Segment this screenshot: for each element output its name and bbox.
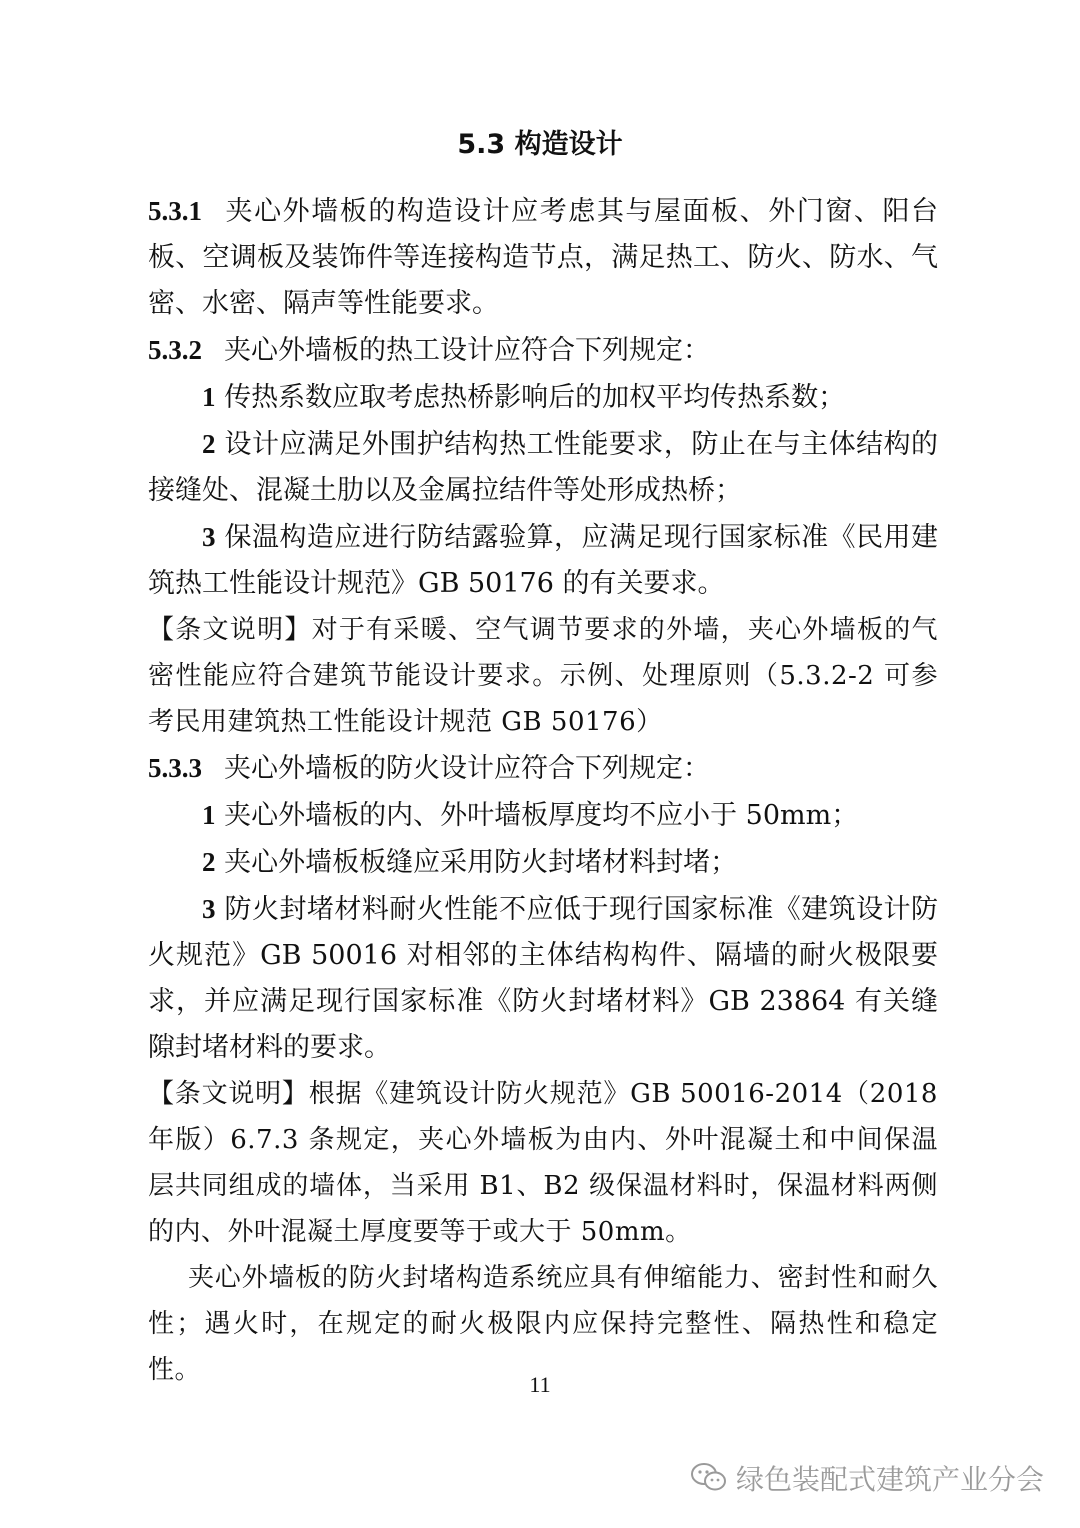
clause-5-3-3 bbox=[148, 745, 938, 792]
clause-item bbox=[148, 374, 938, 421]
item-text: 夹心外墙板的内、外叶墙板厚度均不应小于 50mm； bbox=[224, 800, 859, 831]
clause-item bbox=[148, 792, 938, 839]
note-text: 根据《建筑设计防火规范》GB 50016-2014（2018 年版）6.7.3 条规定，夹心外墙板为由内、外叶混凝土和中间保温层共同组成的墙体，当采用 B1、B2 级保温材料时，保温材料两侧的内、外叶混凝土厚度要等于或大于 50mm。 bbox=[148, 1079, 938, 1247]
item-text: 夹心外墙板板缝应采用防火封堵材料封堵； bbox=[224, 847, 738, 878]
item-number: 3 bbox=[202, 894, 216, 924]
clause-item bbox=[148, 421, 938, 514]
clause-note-paragraph: 夹心外墙板的防火封堵构造系统应具有伸缩能力、密封性和耐久性；遇火时，在规定的耐火极限内应保持完整性、隔热性和稳定性。 bbox=[148, 1263, 938, 1385]
watermark bbox=[690, 1458, 1044, 1498]
clause-text: 夹心外墙板的构造设计应考虑其与屋面板、外门窗、阳台板、空调板及装饰件等连接构造节点，满足热工、防火、防水、气密、水密、隔声等性能要求。 bbox=[148, 196, 938, 319]
clause-item bbox=[148, 514, 938, 607]
item-text: 保温构造应进行防结露验算，应满足现行国家标准《民用建筑热工性能设计规范》GB 50176 的有关要求。 bbox=[148, 522, 938, 599]
clause-item bbox=[148, 886, 938, 1071]
note-label: 【条文说明】 bbox=[148, 1079, 309, 1109]
watermark-text: 绿色装配式建筑产业分会 bbox=[735, 1463, 1044, 1496]
clause-note bbox=[148, 1071, 938, 1255]
clause-text: 夹心外墙板的防火设计应符合下列规定： bbox=[224, 753, 710, 784]
clause-5-3-1 bbox=[148, 188, 938, 327]
clause-number: 5.3.1 bbox=[148, 196, 202, 226]
wechat-icon bbox=[690, 1462, 728, 1494]
item-number: 2 bbox=[202, 847, 216, 877]
section-body bbox=[148, 188, 938, 1393]
clause-item bbox=[148, 839, 938, 886]
item-number: 1 bbox=[202, 382, 216, 412]
item-number: 1 bbox=[202, 800, 216, 830]
item-number: 3 bbox=[202, 522, 216, 552]
item-text: 防火封堵材料耐火性能不应低于现行国家标准《建筑设计防火规范》GB 50016 对相邻的主体结构构件、隔墙的耐火极限要求，并应满足现行国家标准《防火封堵材料》GB 23864 有关缝隙封堵材料的要求。 bbox=[148, 894, 938, 1063]
section-title: 5.3 构造设计 bbox=[457, 129, 623, 160]
note-text: 对于有采暖、空气调节要求的外墙，夹心外墙板的气密性能应符合建筑节能设计要求。示例、处理原则（5.3.2-2 可参考民用建筑热工性能设计规范 GB 50176） bbox=[148, 615, 938, 737]
clause-text: 夹心外墙板的热工设计应符合下列规定： bbox=[224, 335, 710, 366]
item-number: 2 bbox=[202, 429, 216, 459]
clause-number: 5.3.2 bbox=[148, 335, 202, 365]
clause-number: 5.3.3 bbox=[148, 753, 202, 783]
clause-note bbox=[148, 607, 938, 745]
page-number: 11 bbox=[529, 1372, 551, 1397]
item-text: 传热系数应取考虑热桥影响后的加权平均传热系数； bbox=[224, 382, 846, 413]
item-text: 设计应满足外围护结构热工性能要求，防止在与主体结构的接缝处、混凝土肋以及金属拉结件等处形成热桥； bbox=[148, 429, 938, 506]
clause-5-3-2 bbox=[148, 327, 938, 374]
note-label: 【条文说明】 bbox=[148, 615, 312, 645]
